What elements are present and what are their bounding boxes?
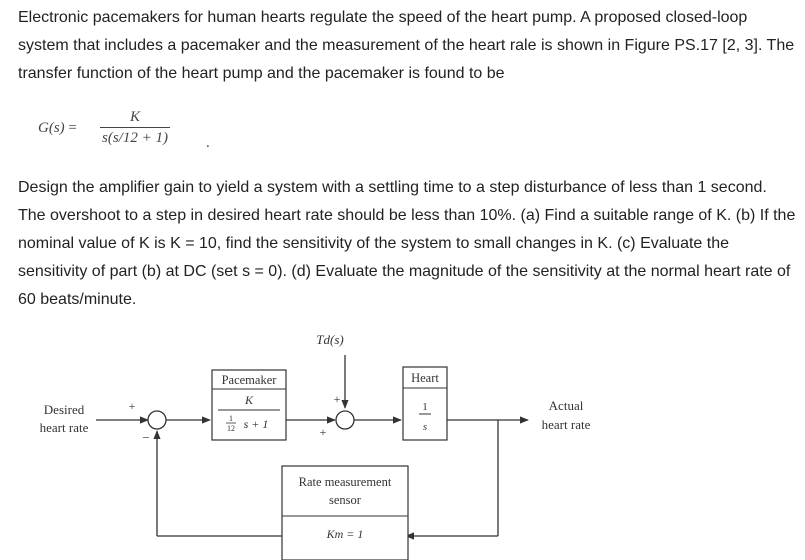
pacemaker-den-frac-den: 12 (227, 424, 235, 433)
input-label-line1: Desired (43, 402, 85, 417)
pacemaker-title: Pacemaker (221, 373, 277, 387)
problem-paragraph-intro: Electronic pacemakers for human hearts regulate the speed of the heart pump. A proposed closed-loop system that includes a pacemaker and the measurement of the heart rale is shown in Figure PS.17 [2, 3]. The transfer function of the heart pump and the pacemaker is found to be (18, 9, 795, 82)
pacemaker-numerator: K (244, 393, 254, 407)
sensor-label-line2: sensor (329, 493, 361, 507)
summing-junction-2 (336, 411, 354, 429)
sum2-plus-left: + (319, 425, 327, 439)
equation-trailing: . (206, 135, 210, 151)
pacemaker-denominator: s + 1 (243, 417, 269, 431)
output-label-line2: heart rate (541, 417, 591, 432)
heart-numerator: 1 (422, 401, 428, 413)
heart-denominator: s (422, 421, 428, 433)
summing-junction-1 (148, 411, 166, 429)
equation-lhs-text: G(s) (38, 120, 65, 136)
sum1-minus-sign: − (142, 430, 150, 445)
sum1-plus-sign: + (128, 399, 136, 413)
equation-numerator: K (129, 109, 140, 125)
sensor-gain: Km = 1 (326, 527, 364, 541)
disturbance-label: Td(s) (316, 332, 344, 347)
equation-equals: = (68, 120, 77, 136)
sum2-plus-top: + (333, 392, 341, 406)
equation-denominator: s(s/12 + 1) (102, 130, 168, 146)
input-label-line2: heart rate (39, 420, 89, 435)
output-label-line1: Actual (548, 398, 584, 413)
sensor-label-line1: Rate measurement (298, 475, 392, 489)
problem-paragraph-tasks: Design the amplifier gain to yield a system with a settling time to a step disturbance of less than 1 second. The overshoot to a step in desired heart rate should be less than 10%. (a) Find a suitable range of K. (b) If the nominal value of K is K = 10, find the sensitivity of the system to small changes in K. (c) Evaluate the sensitivity of part (b) at DC (set s = 0). (d) Evaluate the magnitude of the sensitivity at the normal heart rate of 60 beats/minute. (18, 179, 796, 308)
heart-title: Heart (411, 371, 439, 385)
pacemaker-den-frac-num: 1 (229, 414, 233, 423)
